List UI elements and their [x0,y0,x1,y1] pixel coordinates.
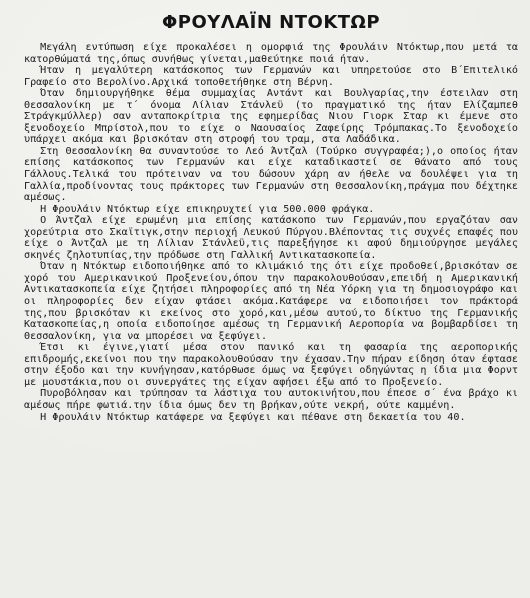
paragraph-1: Μεγάλη εντύπωση είχε προκαλέσει η ομορφιά της Φρουλάιν Ντόκτωρ,που μετά τα κατορθώματά της,όπως συνήθως γίνεται,μαθεύτηκε ποιά ήταν. [24,42,518,65]
paragraph-9: Πυροβόλησαν και τρύπησαν τα λάστιχα του αυτοκινήτου,που έπεσε σ΄ ένα βράχο κι αμέσως πήρε φωτιά.την ίδια όμως δεν τη βρήκαν,ούτε νεκρή, ούτε καμμένη. [24,388,518,411]
paragraph-7: Όταν η Ντόκτωρ ειδοποιήθηκε από το κλιμάκιό της ότι είχε προδοθεί,βρισκόταν σε χορό του Αμερικανικού Προξενείου,όπου την παρακολουθούσαν,επειδή η Αμερικανική Αντικατασκοπεία είχε ζητήσει πληροφορίες από τη Νέα Υόρκη για τη δημοσιογράφο και οι πληροφορίες δεν είχαν φτάσει ακόμα.Κατάφερε να ειδοποιήσει τον πράκτορά της,που βρισκόταν κι εκείνος στο χορό,και,μέσω αυτού,το δίκτυο της Γερμανικής Κατασκοπείας,η οποία ειδοποίησε αμέσως τη Γερμανική Αεροπορία να βομβαρδίσει τη Θεσσαλονίκη, για να μπορέσει να ξεφύγει. [24,261,518,342]
paragraph-4: Στη Θεσσαλονίκη θα συναντούσε το Λεό Άντζαλ (Τούρκο συγγραφέα;),ο οποίος ήταν επίσης κατάσκοπος των Γερμανών και είχε καταδικαστεί σε θάνατο από τους Γάλλους.Τελικά του πρότειναν να του δώσουν χάρη αν ήθελε να δουλέψει για τη Γαλλία,προδίνοντας τους πράκτορες των Γερμανών στη Θεσσαλονίκη,πράγμα που δέχτηκε αμέσως. [24,145,518,204]
paragraph-10: Η Φρουλάιν Ντόκτωρ κατάφερε να ξεφύγει και πέθανε στη δεκαετία του 40. [40,411,466,423]
bleed-through-texture [0,0,530,40]
article-body [24,42,518,423]
paragraph-3: Όταν δημιουργήθηκε θέμα συμμαχίας Αντάντ και Βουλγαρίας,την έστειλαν στη Θεσσαλονίκη με τ΄ όνομα Λίλιαν Στάνλεϋ (το πραγματικό της ήταν Ελίζαμπεθ Στράγκμύλλερ) σαν ανταποκρίτρια της εφημερίδας Νιου Γιορκ Σταρ κι έμενε στο ξενοδοχείο Μπρίστολ,που το είχε ο Ναουσαίος Ζαφείρης Τρόμπακας.Το ξενοδοχείο υπάρχει ακόμα και βρισκόταν στη στροφή του τραμ, στα Λαδάδικα. [24,88,518,146]
article-title: ΦΡΟΥΛΑΪΝ ΝΤΟΚΤΩΡ [161,12,381,33]
paragraph-8: Έτσι κι έγινε,γιατί μέσα στον πανικό και τη φασαρία της αεροπορικής επιδρομής,εκείνοι που την παρακολουθούσαν την έχασαν.Την πήραν είδηση όταν έφτασε στην έξοδο και την κυνήγησαν,κατόρθωσε όμως να ξεφύγει οδηγώντας η ίδια μια Φορντ με μουστάκια,που οι συνεργάτες της είχαν αφήσει έξω από το Προξενείο. [24,342,518,388]
paragraph-6: Ο Άντζαλ είχε ερωμένη μια επίσης κατάσκοπο των Γερμανών,που εργαζόταν σαν χορεύτρια στο Σκαϊτιγκ,στην περιοχή Λευκού Πύργου.Βλέποντας τις συχνές επαφές που είχε ο Άντζαλ με τη Λίλιαν Στάνλεϋ,τις παρεξήγησε κι αφού δημιούργησε μεγάλες σκηνές ζηλοτυπίας,την πρόδωσε στη Γαλλική Αντικατασκοπεία. [24,215,518,261]
paragraph-5: Η Φρουλάιν Ντόκτωρ είχε επικηρυχτεί για 500.000 φράγκα. [40,203,375,215]
paragraph-2: Ήταν η μεγαλύτερη κατάσκοπος των Γερμανών και υπηρετούσε στο Β΄Επιτελικό Γραφείο στο Βερολίνο.Αρχικά τοποθετήθηκε στη Βέρνη. [24,65,518,88]
